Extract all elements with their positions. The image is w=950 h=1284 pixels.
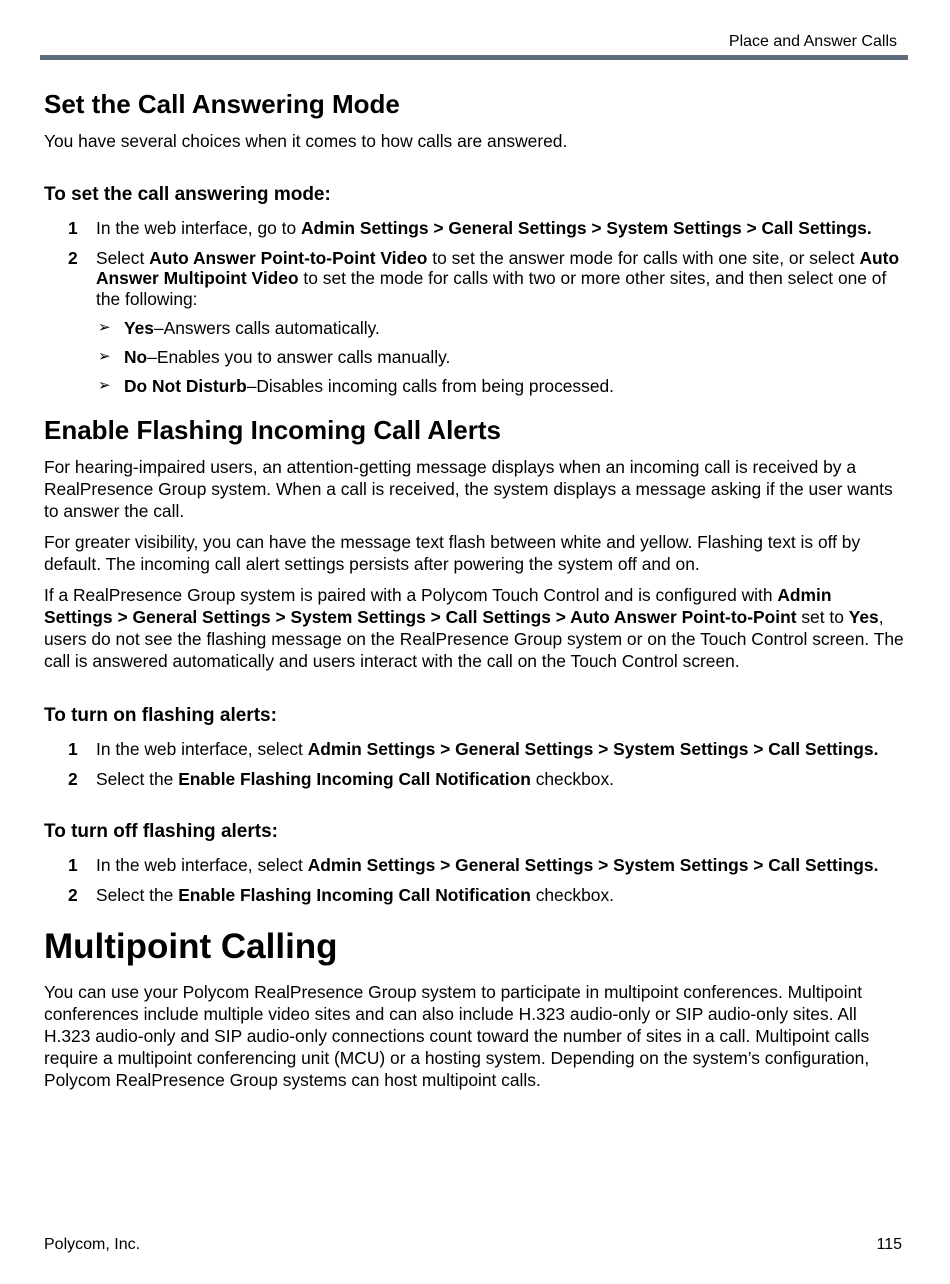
step-text: Select the (96, 768, 179, 789)
path-separator: > (435, 739, 456, 759)
menu-path-item: System Settings (613, 739, 749, 759)
paragraph: You can use your Polycom RealPresence Group system to participate in multipoint conferences. Multipoint conferences include multiple video sites and can also include H.323 audio-only or SIP audio-only sites. All H.323 audio-only and SIP audio-only connections count toward the number of sites in a call. Multipoint calls require a multipoint conferencing unit (MCU) or a hosting system. Depending on the system’s configuration, Polycom RealPresence Group systems can host multipoint calls. (44, 982, 870, 1090)
arrow-bullet-icon: ➢ (98, 377, 111, 394)
menu-path-item: Admin Settings (307, 739, 436, 759)
menu-path-item: Call Settings. (768, 855, 879, 875)
option-term: Do Not Disturb (124, 376, 247, 396)
running-header: Place and Answer Calls (728, 33, 897, 50)
step-text: to set the mode for calls with two or more other sites, and then select one of the following: (96, 268, 887, 309)
section-intro: You have several choices when it comes to how calls are answered. (44, 131, 568, 151)
menu-path-item: Admin Settings (300, 218, 429, 238)
setting-name: Enable Flashing Incoming Call Notification (178, 884, 531, 905)
step-text: Select (96, 247, 150, 268)
setting-name: Auto Answer Point-to-Point Video (149, 247, 428, 268)
step-number: 1 (68, 739, 78, 759)
step-text: checkbox. (530, 768, 614, 789)
procedure-title-answering-mode: To set the call answering mode: (44, 184, 331, 205)
path-separator: > (112, 607, 133, 627)
footer-company: Polycom, Inc. (44, 1236, 141, 1253)
path-separator: > (425, 607, 446, 627)
path-separator: > (748, 739, 769, 759)
step-number: 2 (68, 247, 78, 268)
arrow-bullet-icon: ➢ (98, 348, 111, 365)
section-title-answering-mode: Set the Call Answering Mode (44, 89, 400, 119)
step-text: In the web interface, select (96, 739, 308, 759)
paragraph: For hearing-impaired users, an attention-getting message displays when an incoming call is received by a RealPresence Group system. When a call is received, the system displays a message asking if the user wants to answer the call. (44, 457, 893, 521)
paragraph-text: set to (796, 607, 849, 627)
chapter-title-multipoint-calling: Multipoint Calling (44, 927, 338, 966)
step-item (44, 248, 904, 310)
option-desc: –Disables incoming calls from being processed. (246, 376, 614, 396)
option-term: No (124, 347, 148, 367)
path-separator: > (550, 607, 571, 627)
answer-options-list (44, 318, 904, 396)
step-number: 2 (68, 884, 78, 905)
menu-path-item: Admin Settings (307, 855, 436, 875)
step-item (44, 218, 904, 239)
turn-off-steps (44, 855, 904, 905)
step-text: checkbox. (530, 884, 614, 905)
menu-path-item: System Settings (613, 855, 749, 875)
menu-path-item: System Settings (606, 218, 742, 238)
path-separator: > (586, 218, 607, 238)
step-number: 2 (68, 768, 78, 789)
arrow-bullet-icon: ➢ (98, 319, 111, 336)
procedure-title-turn-off: To turn off flashing alerts: (44, 821, 278, 842)
page-number: 115 (876, 1236, 902, 1253)
step-item (44, 769, 904, 790)
header-rule (40, 55, 908, 60)
menu-path-item: System Settings (290, 607, 426, 627)
path-separator: > (593, 855, 614, 875)
path-separator: > (748, 855, 769, 875)
section-title-flashing-alerts: Enable Flashing Incoming Call Alerts (44, 415, 502, 445)
step-text: In the web interface, go to (96, 218, 301, 238)
step-text: Select the (96, 884, 179, 905)
step-item (44, 855, 904, 876)
answering-mode-steps (44, 218, 904, 309)
setting-value: Yes (848, 607, 879, 627)
setting-name: Auto Answer Multipoint Video (96, 247, 900, 288)
step-number: 1 (68, 218, 78, 238)
paragraph-text: , users do not see the flashing message on the RealPresence Group system or on the Touch Control screen. The call is answered automatically and users interact with the call on the Touch Control screen. (44, 607, 904, 671)
step-item (44, 739, 904, 760)
menu-path-item: Call Settings. (768, 739, 879, 759)
menu-path-item: Admin Settings (44, 585, 832, 627)
procedure-title-turn-on: To turn on flashing alerts: (44, 705, 277, 726)
path-separator: > (270, 607, 291, 627)
page-content (44, 86, 904, 1091)
step-item (44, 885, 904, 906)
paragraph-text: If a RealPresence Group system is paired with a Polycom Touch Control and is configured with (44, 585, 778, 605)
path-separator: > (593, 739, 614, 759)
menu-path-item: General Settings (448, 218, 587, 238)
step-text: In the web interface, select (96, 855, 308, 875)
path-separator: > (435, 855, 456, 875)
menu-path-item: Auto Answer Point-to-Point (570, 607, 797, 627)
option-term: Yes (124, 318, 154, 338)
list-item (44, 318, 904, 338)
menu-path-item: General Settings (455, 739, 594, 759)
list-item (44, 347, 904, 367)
menu-path-item: Call Settings. (761, 218, 872, 238)
turn-on-steps (44, 739, 904, 789)
step-text: to set the answer mode for calls with one site, or select (427, 247, 860, 268)
menu-path-item: General Settings (455, 855, 594, 875)
menu-path-item: Call Settings (445, 607, 551, 627)
paragraph (44, 584, 904, 672)
step-number: 1 (68, 855, 78, 875)
paragraph: For greater visibility, you can have the message text flash between white and yellow. Flashing text is off by default. The incoming call alert settings persists after powering the system off and on. (44, 532, 861, 574)
setting-name: Enable Flashing Incoming Call Notification (178, 768, 531, 789)
option-desc: –Answers calls automatically. (153, 318, 380, 338)
option-desc: –Enables you to answer calls manually. (147, 347, 451, 367)
path-separator: > (741, 218, 762, 238)
path-separator: > (428, 218, 449, 238)
menu-path-item: General Settings (132, 607, 271, 627)
list-item (44, 376, 904, 396)
